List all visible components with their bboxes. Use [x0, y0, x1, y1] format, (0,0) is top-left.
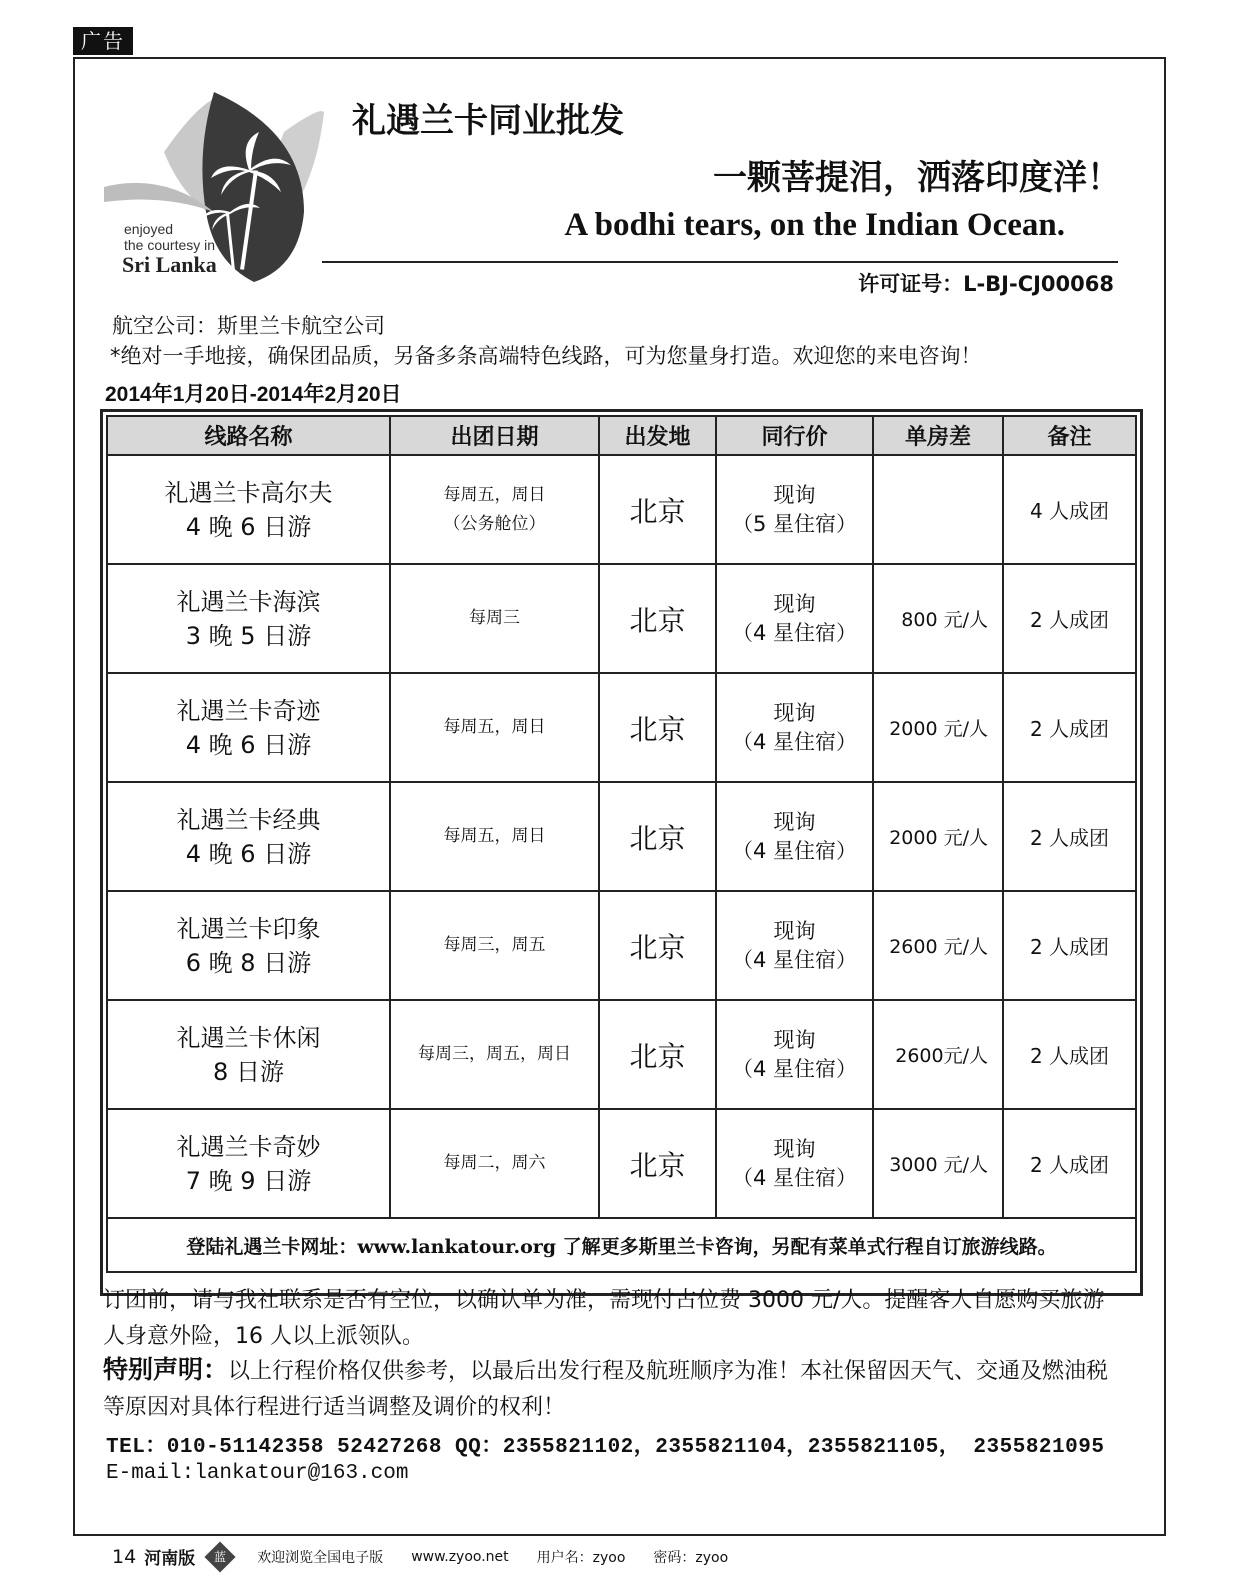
date-secondary: （公务舱位）	[443, 513, 546, 534]
date-cell	[390, 564, 599, 673]
price-hotel: （4 星住宿）	[731, 1056, 858, 1081]
table-row	[107, 673, 1136, 782]
price-value: 现询	[773, 700, 816, 725]
slogan-english: A bodhi tears, on the Indian Ocean.	[564, 207, 1065, 243]
route-duration: 7 晚 9 日游	[185, 1166, 312, 1195]
price-hotel: （4 星住宿）	[731, 729, 858, 754]
table-row	[107, 1000, 1136, 1109]
airline-line: 航空公司：斯里兰卡航空公司	[112, 314, 385, 338]
booking-notice: 订团前，请与我社联系是否有空位，以确认单为准，需现付占位费 3000 元/人。提醒客人自愿购买旅游人身意外险，16 人以上派领队。	[103, 1288, 1105, 1349]
single-supplement-cell: 2000 元/人	[873, 673, 1003, 782]
table-row	[107, 564, 1136, 673]
page-footer	[112, 1544, 748, 1569]
date-primary: 每周三	[469, 608, 520, 628]
single-supplement-cell	[873, 455, 1003, 564]
intro-line: *绝对一手地接，确保团品质，另备多条高端特色线路，可为您量身打造。欢迎您的来电咨询！	[110, 344, 982, 368]
date-primary: 每周五，周日	[443, 717, 546, 737]
date-primary: 每周三，周五，周日	[418, 1044, 571, 1064]
route-cell	[107, 673, 390, 782]
price-hotel: （4 星住宿）	[731, 1165, 858, 1190]
date-cell	[390, 1109, 599, 1218]
price-value: 现询	[773, 1136, 816, 1161]
route-name: 礼遇兰卡经典	[176, 805, 321, 834]
header-note: 备注	[1003, 416, 1136, 455]
username-text: 用户名：zyoo	[536, 1549, 626, 1566]
logo-line3: Sri Lanka	[122, 252, 217, 277]
route-table	[106, 415, 1137, 1273]
single-supplement-cell: 800 元/人	[873, 564, 1003, 673]
departure-cell: 北京	[599, 1000, 716, 1109]
date-primary: 每周五，周日	[443, 484, 546, 505]
header-route: 线路名称	[107, 416, 390, 455]
route-cell	[107, 782, 390, 891]
departure-cell: 北京	[599, 455, 716, 564]
special-statement	[103, 1352, 1123, 1426]
single-supplement-cell: 2600 元/人	[873, 891, 1003, 1000]
route-duration: 4 晚 6 日游	[185, 512, 312, 541]
note-cell: 2 人成团	[1003, 891, 1136, 1000]
price-hotel: （5 星住宿）	[731, 511, 858, 536]
price-cell	[716, 1000, 873, 1109]
license-number: 许可证号：L-BJ-CJ00068	[858, 272, 1114, 296]
edition-badge-icon	[205, 1541, 236, 1572]
price-cell	[716, 782, 873, 891]
date-primary: 每周二，周六	[443, 1153, 546, 1173]
note-cell: 4 人成团	[1003, 455, 1136, 564]
header-date: 出团日期	[390, 416, 599, 455]
header-price: 同行价	[716, 416, 873, 455]
logo-line1: enjoyed	[124, 221, 174, 237]
special-label: 特别声明：	[103, 1355, 229, 1384]
route-cell	[107, 891, 390, 1000]
departure-cell: 北京	[599, 891, 716, 1000]
welcome-text: 欢迎浏览全国电子版	[257, 1549, 384, 1566]
table-footer-row	[107, 1218, 1136, 1272]
date-primary: 每周五，周日	[443, 826, 546, 846]
price-cell	[716, 455, 873, 564]
note-cell: 2 人成团	[1003, 564, 1136, 673]
route-duration: 3 晚 5 日游	[185, 621, 312, 650]
route-name: 礼遇兰卡奇迹	[176, 696, 321, 725]
logo-line2: the courtesy in	[124, 237, 216, 253]
departure-cell: 北京	[599, 1109, 716, 1218]
price-cell	[716, 564, 873, 673]
route-name: 礼遇兰卡休闲	[176, 1023, 321, 1052]
table-row	[107, 1109, 1136, 1218]
slogan-chinese: 一颗菩提泪，洒落印度洋！	[713, 158, 1121, 198]
route-cell	[107, 564, 390, 673]
date-primary: 每周三，周五	[443, 935, 546, 955]
route-duration: 6 晚 8 日游	[185, 948, 312, 977]
note-cell: 2 人成团	[1003, 673, 1136, 782]
table-row	[107, 782, 1136, 891]
route-name: 礼遇兰卡印象	[176, 914, 321, 943]
price-value: 现询	[773, 809, 816, 834]
header-divider	[322, 261, 1118, 263]
note-cell: 2 人成团	[1003, 782, 1136, 891]
page-number: 14	[112, 1545, 137, 1568]
edition-badge-text: 蓝	[214, 1549, 227, 1564]
special-text: 以上行程价格仅供参考，以最后出发行程及航班顺序为准！本社保留因天气、交通及燃油税等原因对具体行程进行适当调整及调价的权利！	[103, 1359, 1109, 1420]
single-supplement-cell: 3000 元/人	[873, 1109, 1003, 1218]
route-name: 礼遇兰卡高尔夫	[164, 478, 333, 507]
single-supplement-cell: 2000 元/人	[873, 782, 1003, 891]
brand-title: 礼遇兰卡同业批发	[352, 101, 624, 141]
departure-cell: 北京	[599, 564, 716, 673]
price-value: 现询	[773, 1027, 816, 1052]
website-note: 登陆礼遇兰卡网址：www.lankatour.org 了解更多斯里兰卡咨询，另配有菜单式行程自订旅游线路。	[107, 1218, 1136, 1272]
price-hotel: （4 星住宿）	[731, 838, 858, 863]
price-cell	[716, 673, 873, 782]
route-duration: 4 晚 6 日游	[185, 839, 312, 868]
table-row	[107, 891, 1136, 1000]
table-row	[107, 455, 1136, 564]
date-cell	[390, 673, 599, 782]
price-value: 现询	[773, 482, 816, 507]
single-supplement-cell: 2600元/人	[873, 1000, 1003, 1109]
route-table-wrapper	[100, 409, 1143, 1296]
date-cell	[390, 891, 599, 1000]
table-header-row	[107, 416, 1136, 455]
note-cell: 2 人成团	[1003, 1109, 1136, 1218]
departure-cell: 北京	[599, 673, 716, 782]
ad-tag: 广告	[73, 27, 133, 55]
password-text: 密码：zyoo	[653, 1549, 729, 1566]
date-cell	[390, 782, 599, 891]
route-name: 礼遇兰卡奇妙	[176, 1132, 321, 1161]
route-duration: 8 日游	[213, 1057, 284, 1086]
price-cell	[716, 891, 873, 1000]
route-cell	[107, 1000, 390, 1109]
note-cell: 2 人成团	[1003, 1000, 1136, 1109]
contact-email: E-mail:lankatour@163.com	[106, 1462, 409, 1485]
date-cell	[390, 1000, 599, 1109]
route-name: 礼遇兰卡海滨	[176, 587, 321, 616]
validity-period: 2014年1月20日-2014年2月20日	[105, 383, 402, 406]
sri-lanka-logo	[104, 92, 324, 288]
price-cell	[716, 1109, 873, 1218]
contact-phone: TEL：010-51142358 52427268 QQ：2355821102，2355821104，2355821105， 2355821095	[106, 1436, 1105, 1459]
edition-label: 河南版	[144, 1549, 196, 1569]
price-value: 现询	[773, 918, 816, 943]
route-duration: 4 晚 6 日游	[185, 730, 312, 759]
site-link[interactable]: www.zyoo.net	[411, 1548, 509, 1565]
route-cell	[107, 1109, 390, 1218]
header-single-supplement: 单房差	[873, 416, 1003, 455]
route-cell	[107, 455, 390, 564]
header-departure: 出发地	[599, 416, 716, 455]
date-cell	[390, 455, 599, 564]
price-value: 现询	[773, 591, 816, 616]
departure-cell: 北京	[599, 782, 716, 891]
price-hotel: （4 星住宿）	[731, 947, 858, 972]
price-hotel: （4 星住宿）	[731, 620, 858, 645]
